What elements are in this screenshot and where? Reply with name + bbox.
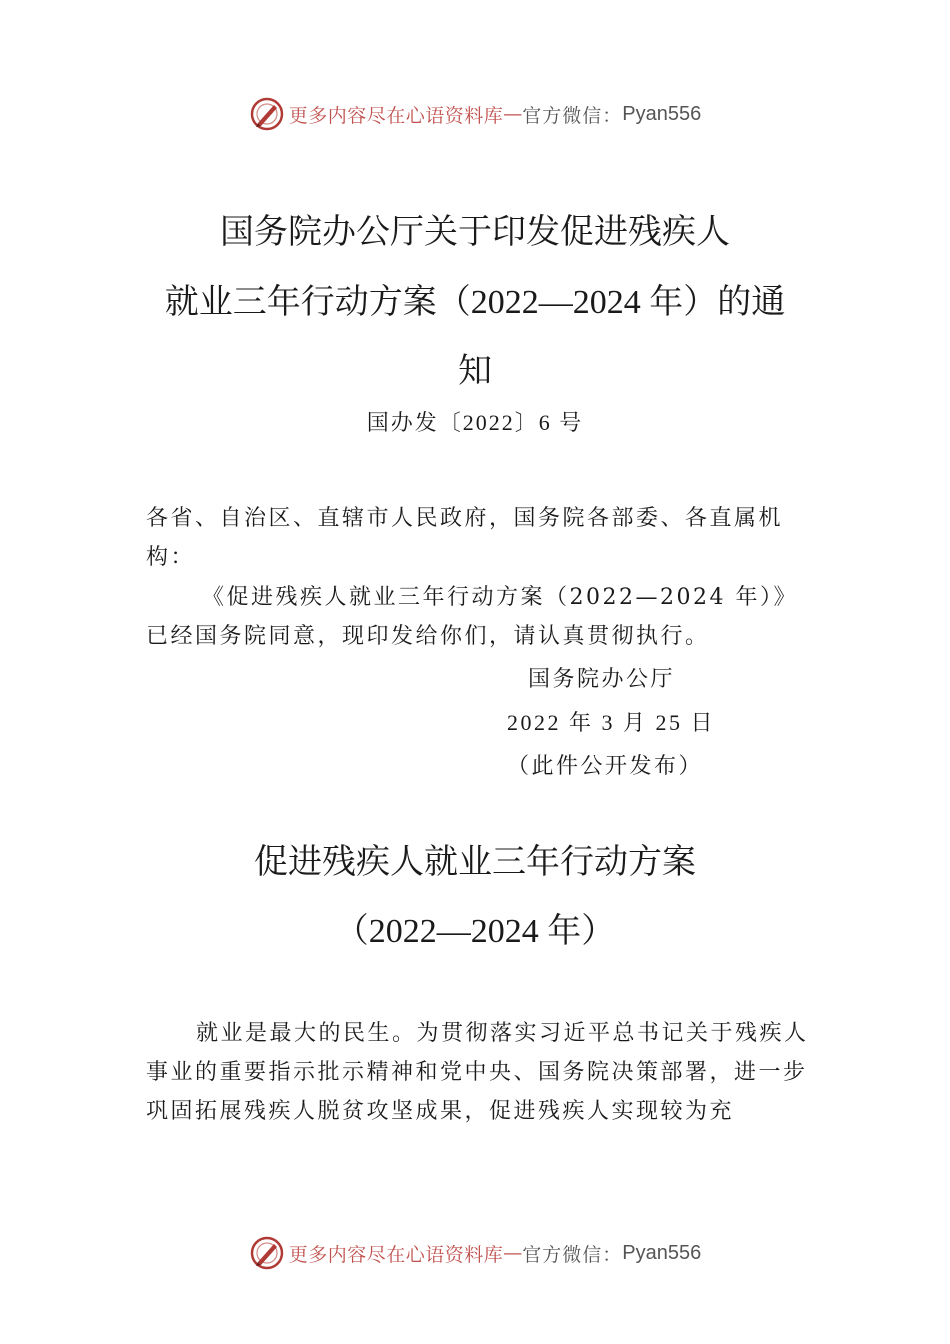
watermark-wechat-id: Pyan556 — [622, 1241, 702, 1264]
watermark-brand: 更多内容尽在心语资料库 — [288, 104, 504, 127]
issue-date: 2022 年 3 月 25 日 — [507, 710, 716, 735]
watermark-separator: — — [503, 1242, 523, 1264]
watermark-header — [0, 94, 950, 134]
publication-note: （此件公开发布） — [507, 754, 704, 779]
watermark-label: 官方微信： — [522, 1243, 623, 1266]
addressees: 各省、自治区、直辖市人民政府，国务院各部委、各直属机构： — [146, 506, 784, 570]
watermark-footer — [0, 1233, 950, 1273]
watermark-separator: — — [503, 103, 523, 125]
plan-intro-paragraph: 就业是最大的民生。为贯彻落实习近平总书记关于残疾人事业的重要指示批示精神和党中央、国务院决策部署，进一步巩固拓展残疾人脱贫攻坚成果，促进残疾人实现较为充 — [146, 1021, 809, 1124]
document-number: 国办发〔2022〕6 号 — [366, 410, 584, 435]
pen-circle-logo-icon — [249, 1235, 285, 1271]
watermark-label: 官方微信： — [522, 104, 623, 127]
notice-title-line-1: 国务院办公厅关于印发促进残疾人 — [220, 212, 730, 252]
notice-body: 《促进残疾人就业三年行动方案（2022—2024 年）》已经国务院同意，现印发给你们，请认真贯彻执行。 — [146, 585, 798, 649]
plan-title-line-2: （2022—2024 年） — [334, 913, 616, 950]
notice-title-line-3: 知 — [458, 351, 492, 391]
issuer: 国务院办公厅 — [528, 667, 676, 692]
notice-title-line-2: 就业三年行动方案（2022—2024 年）的通 — [164, 284, 786, 321]
watermark-wechat-id: Pyan556 — [622, 102, 702, 125]
pen-circle-logo-icon — [249, 96, 285, 132]
plan-title-line-1: 促进残疾人就业三年行动方案 — [254, 842, 696, 882]
watermark-brand: 更多内容尽在心语资料库 — [288, 1243, 504, 1266]
